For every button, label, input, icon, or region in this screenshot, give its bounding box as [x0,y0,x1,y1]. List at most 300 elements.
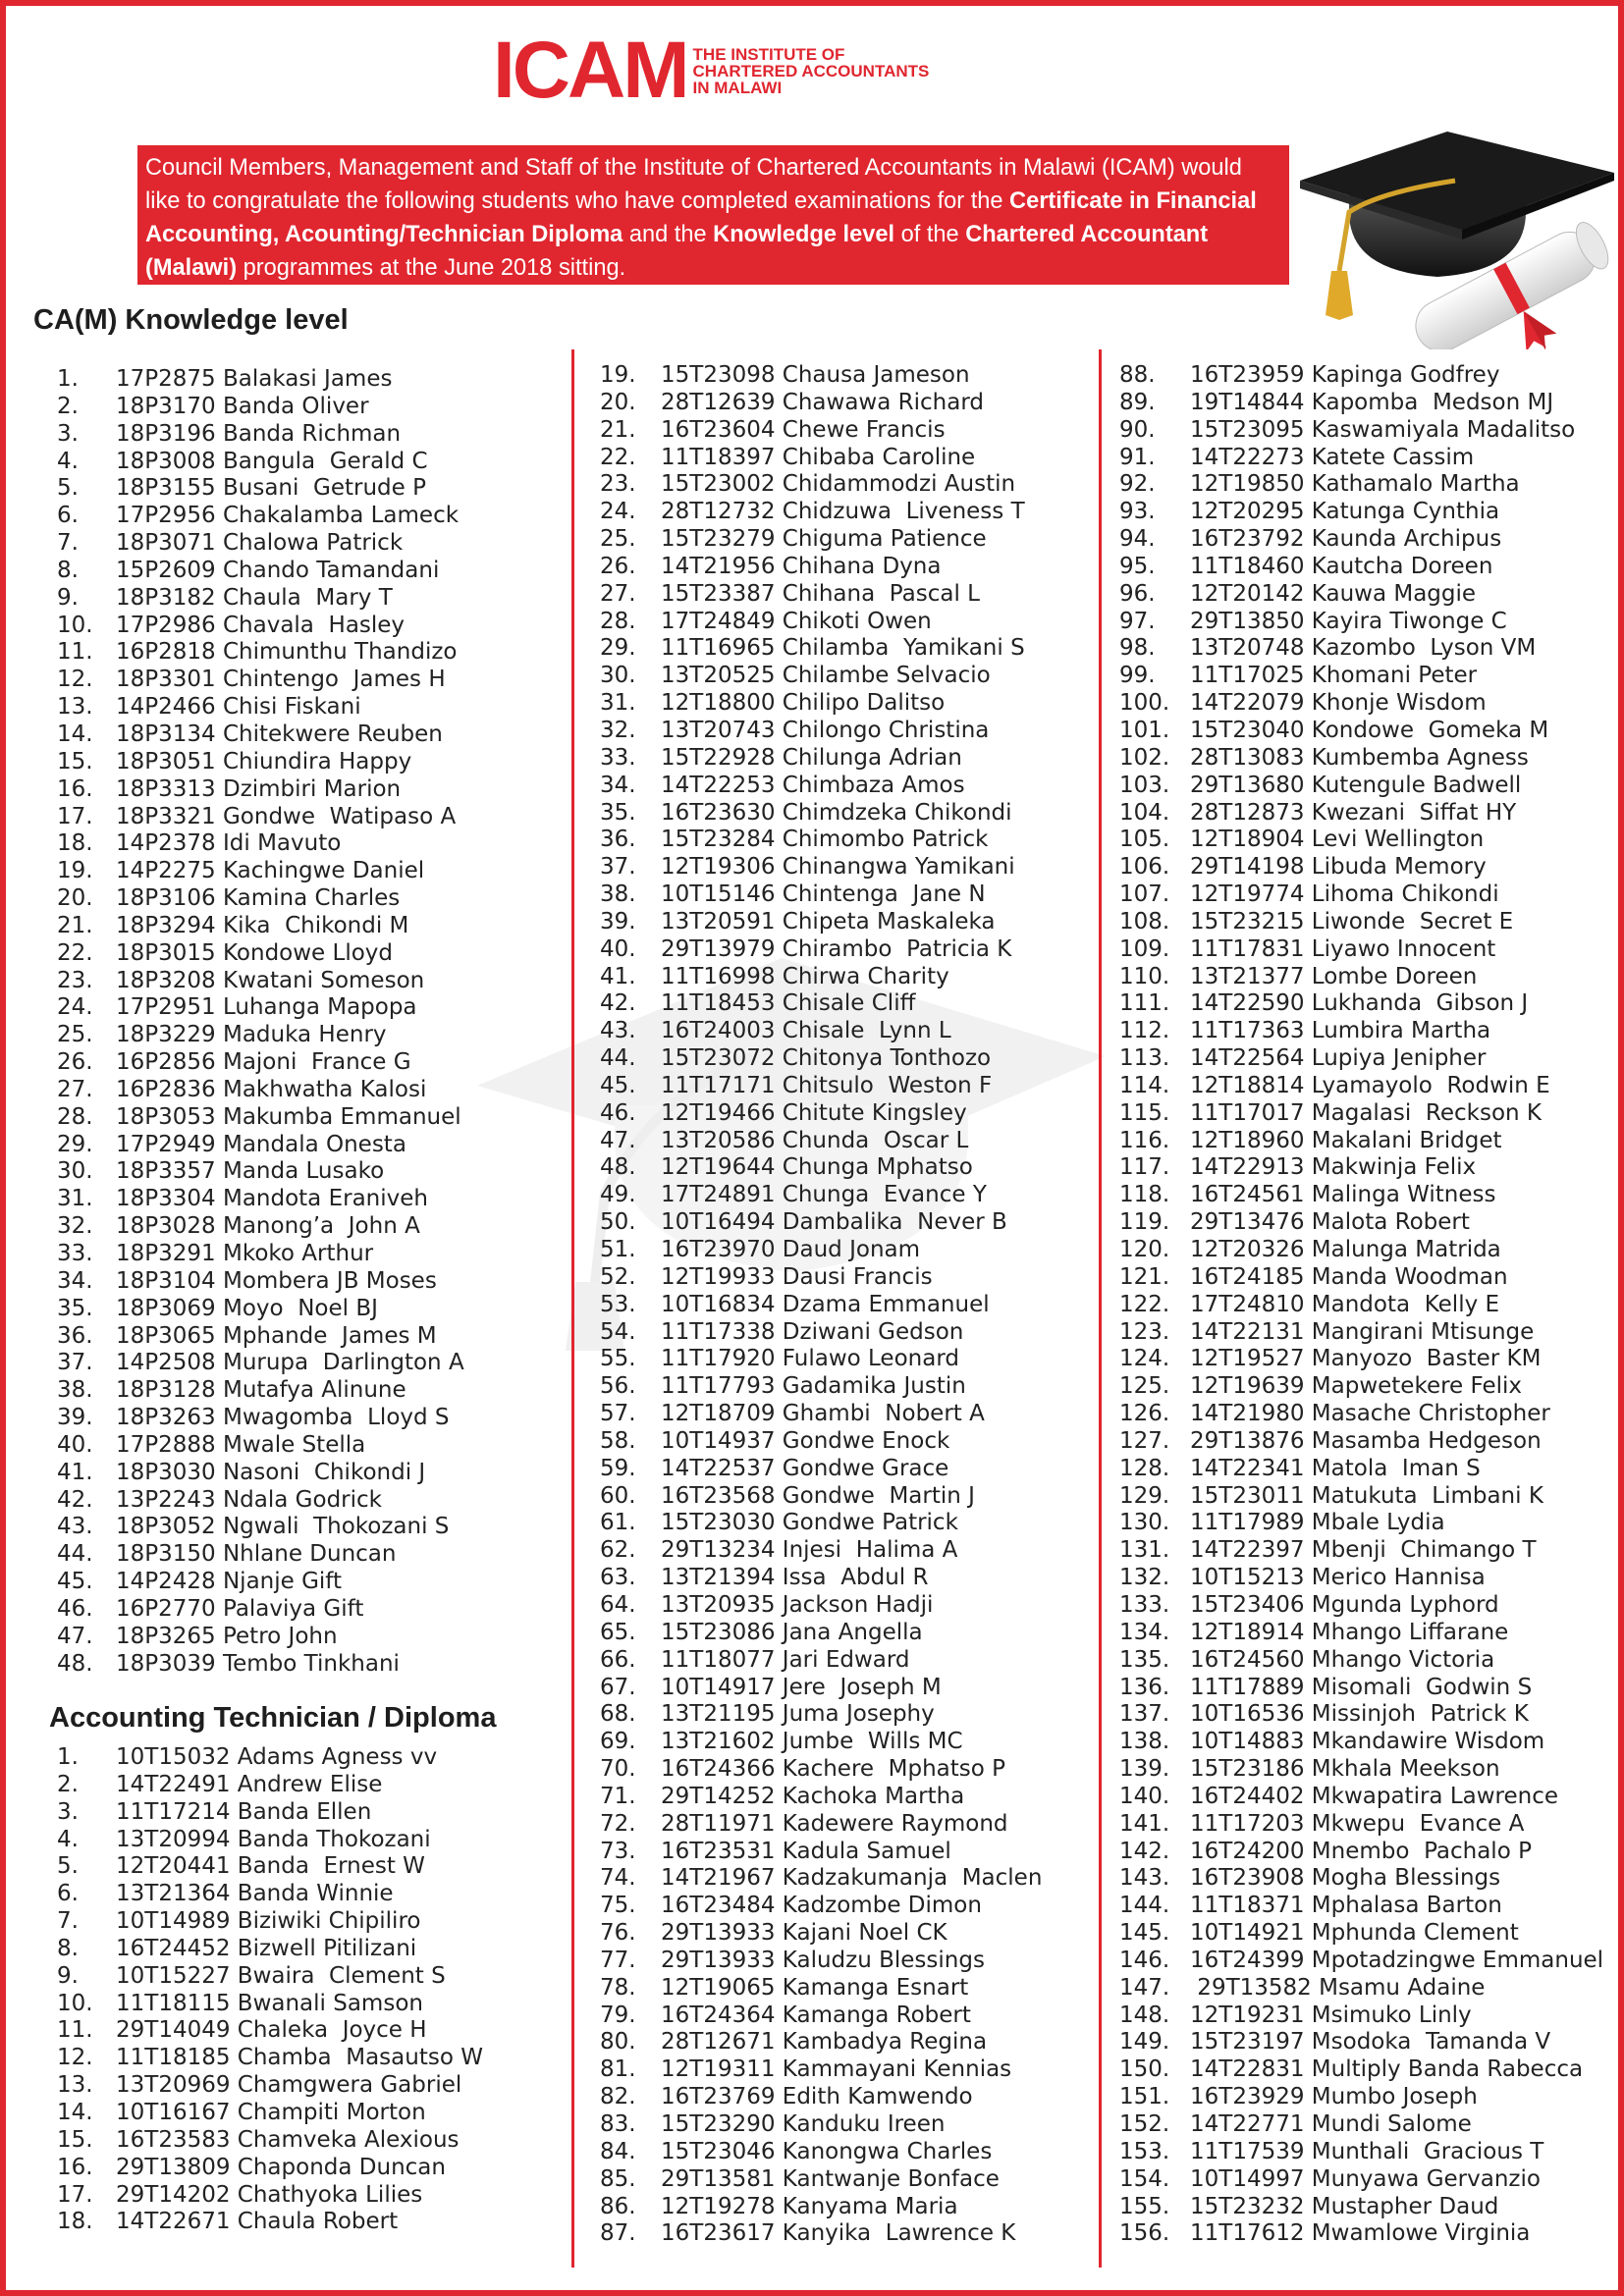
list-item-number: 147. [1119,1974,1170,2001]
list-item-text: 29T13476 Malota Robert [1190,1209,1470,1236]
list-item [1119,1073,1603,1100]
list-item-number: 135. [1119,1646,1170,1673]
list-item-number: 43. [600,1018,636,1044]
list-item-text: 14T22397 Mbenji Chimango T [1190,1537,1537,1564]
list-item-number: 129. [1119,1482,1170,1509]
list-item-number: 92. [1119,471,1156,498]
list-item-number: 12. [57,667,93,693]
list-item-number: 3. [57,1798,79,1825]
list-item-text: 18P3053 Makumba Emmanuel [116,1103,461,1130]
list-item-text: 11T17338 Dziwani Gedson [661,1318,964,1345]
list-item [1119,1401,1603,1428]
list-item-number: 47. [600,1127,636,1153]
list-item-number: 151. [1119,2084,1170,2110]
knowledge-list [57,366,464,1679]
list-item [57,1377,464,1405]
list-item [1119,1756,1603,1784]
list-item-text: 15T23387 Chihana Pascal L [661,580,980,607]
list-item-text: 15T23011 Matukuta Limbani K [1190,1482,1543,1509]
list-item [57,1541,464,1569]
congratulation-banner [137,145,1289,285]
list-item [600,1565,1042,1592]
list-item-number: 97. [1119,608,1156,634]
list-item-text: 18P3015 Kondowe Lloyd [116,939,393,966]
list-item-text: 16T24399 Mpotadzingwe Emmanuel [1190,1947,1604,1973]
list-item [57,1132,464,1159]
list-item-number: 35. [600,799,636,826]
list-item [1119,1018,1603,1045]
list-item [600,1537,1042,1565]
list-item-text: 18P3051 Chiundira Happy [116,748,412,774]
list-item-text: 16T24561 Malinga Witness [1190,1182,1496,1208]
list-item-text: 18P3150 Nhlane Duncan [116,1541,397,1568]
list-item [600,2084,1042,2111]
list-item-number: 68. [600,1701,636,1728]
list-item-text: 16T24003 Chisale Lynn L [661,1018,951,1044]
list-item-number: 49. [600,1182,636,1208]
list-item-text: 28T12732 Chidzuwa Liveness T [661,499,1025,525]
list-item [57,1772,483,1799]
list-item-number: 66. [600,1646,636,1673]
list-item [1119,854,1603,881]
list-item-number: 33. [600,744,636,771]
list-item-number: 41. [57,1459,93,1485]
list-item-text: 17P2949 Mandala Onesta [116,1131,406,1157]
list-item-number: 102. [1119,744,1170,771]
list-item-text: 17P2986 Chavala Hasley [116,612,406,638]
list-item [57,830,464,858]
list-item [57,1213,464,1241]
list-item [57,1991,483,2018]
list-item-number: 28. [600,608,636,634]
list-item-number: 40. [600,935,636,962]
list-item-number: 117. [1119,1154,1170,1181]
list-item [57,940,464,968]
list-item [57,1022,464,1049]
list-item [600,1839,1042,1866]
list-item-text: 29T13581 Kantwanje Bonface [661,2165,1000,2192]
list-item [57,1963,483,1991]
list-item-number: 9. [57,584,79,611]
list-item-text: 11T17539 Munthali Gracious T [1190,2138,1544,2164]
list-item-number: 40. [57,1431,93,1458]
list-item-number: 27. [57,1076,93,1102]
list-item [600,690,1042,718]
list-item-number: 100. [1119,690,1170,717]
list-item [57,1432,464,1460]
technician-diploma-title: Accounting Technician / Diploma [49,1702,497,1734]
list-item [57,1405,464,1432]
list-item-text: 14T22913 Makwinja Felix [1190,1154,1477,1181]
list-item-number: 53. [600,1291,636,1317]
list-item-text: 12T18800 Chilipo Dalitso [661,690,946,717]
list-item-text: 12T18709 Ghambi Nobert A [661,1401,985,1427]
list-item-number: 76. [600,1920,636,1947]
list-item-text: 15T23284 Chimombo Patrick [661,827,989,853]
list-item-number: 9. [57,1962,79,1989]
list-item-text: 15T23279 Chiguma Patience [661,526,987,553]
list-item [600,827,1042,854]
list-item-number: 115. [1119,1099,1170,1126]
list-item [57,994,464,1022]
list-item-text: 18P3208 Kwatani Someson [116,967,425,993]
list-item-number: 70. [600,1756,636,1783]
list-item-number: 42. [57,1486,93,1513]
list-item [600,362,1042,390]
list-item [57,366,464,394]
logo-mark: ICAM [493,26,687,115]
list-item-text: 11T17025 Khomani Peter [1190,663,1478,689]
list-item-number: 65. [600,1619,636,1645]
list-item [57,721,464,749]
list-item-text: 15P2609 Chando Tamandani [116,557,440,583]
list-item [600,800,1042,828]
list-item-text: 15T23095 Kaswamiyala Madalitso [1190,416,1576,443]
list-item-text: 15T23046 Kanongwa Charles [661,2138,993,2164]
list-item-text: 18P3106 Kamina Charles [116,885,401,912]
list-item-text: 18P3052 Ngwali Thokozani S [116,1514,450,1540]
list-item-text: 14T22564 Lupiya Jenipher [1190,1045,1487,1072]
list-item-number: 11. [57,2017,93,2044]
list-item [1119,1893,1603,1920]
list-item-number: 106. [1119,854,1170,881]
list-item-number: 152. [1119,2111,1170,2137]
list-item-text: 28T13083 Kumbemba Agness [1190,744,1529,771]
list-item-number: 58. [600,1427,636,1454]
list-item [57,421,464,449]
list-item-number: 111. [1119,990,1170,1017]
list-item-number: 74. [600,1865,636,1892]
list-item [57,1049,464,1077]
list-item [57,1908,483,1936]
list-item [600,1975,1042,2002]
list-item [600,1920,1042,1948]
list-item-number: 4. [57,448,79,474]
list-item [600,964,1042,991]
list-item [600,1319,1042,1347]
list-item [600,1073,1042,1100]
list-item-number: 43. [57,1514,93,1540]
list-item-text: 15T23072 Chitonya Tonthozo [661,1045,992,1072]
list-item [1119,1264,1603,1292]
list-item-text: 16T23792 Kaunda Archipus [1190,526,1502,553]
list-item-text: 14P2428 Njanje Gift [116,1569,343,1595]
list-item [57,1744,483,1772]
list-item-text: 12T20326 Malunga Matrida [1190,1237,1501,1262]
list-item [1119,2056,1603,2084]
list-item-number: 6. [57,503,79,529]
list-item [600,554,1042,581]
list-item-text: 16P2836 Makhwatha Kalosi [116,1076,427,1102]
list-item-text: 12T18960 Makalani Bridget [1190,1127,1502,1153]
list-item-number: 61. [600,1510,636,1536]
list-item-text: 10T15227 Bwaira Clement S [116,1962,446,1989]
list-item-number: 149. [1119,2029,1170,2056]
list-item [600,1237,1042,1264]
list-item-number: 5. [57,1853,79,1880]
list-item-text: 12T18904 Levi Wellington [1190,827,1485,853]
list-item [1119,1675,1603,1702]
list-item-number: 16. [57,775,93,802]
list-item [600,1756,1042,1784]
list-item-text: 16T23583 Chamveka Alexious [116,2126,460,2153]
list-item [57,1596,464,1624]
list-item-text: 18P3263 Mwagomba Lloyd S [116,1405,450,1431]
list-item-number: 57. [600,1401,636,1427]
list-item-number: 16. [57,2154,93,2180]
list-item [1119,1839,1603,1866]
list-item-number: 50. [600,1209,636,1236]
list-item-text: 18P3294 Kika Chikondi M [116,912,409,938]
list-item [600,2220,1042,2248]
list-item-number: 143. [1119,1865,1170,1892]
list-item [600,1428,1042,1456]
list-item-number: 83. [600,2111,636,2137]
list-item-number: 29. [600,635,636,662]
list-item-text: 18P3313 Dzimbiri Marion [116,775,402,802]
list-item [1119,2111,1603,2139]
list-item-text: 13T21377 Lombe Doreen [1190,963,1478,989]
list-item-text: 16T24200 Mnembo Pachalo P [1190,1838,1532,1864]
list-item [1119,1811,1603,1839]
list-item-text: 18P3182 Chaula Mary T [116,584,393,611]
list-item-number: 20. [57,885,93,912]
list-item [1119,2166,1603,2194]
list-item-number: 23. [57,967,93,993]
list-item-number: 155. [1119,2193,1170,2219]
list-item [1119,718,1603,745]
list-item-number: 130. [1119,1510,1170,1536]
list-item [600,773,1042,800]
list-item-text: 12T20295 Katunga Cynthia [1190,499,1500,525]
list-item-number: 51. [600,1237,636,1262]
list-item-number: 21. [600,416,636,443]
list-item-text: 14T22079 Khonje Wisdom [1190,690,1487,717]
list-item [1119,609,1603,636]
list-item [57,1460,464,1487]
list-item-number: 23. [600,471,636,498]
list-item-number: 154. [1119,2165,1170,2192]
list-item-number: 18. [57,830,93,857]
list-item-number: 123. [1119,1318,1170,1345]
list-item [57,558,464,585]
list-item-number: 39. [600,908,636,934]
list-item-text: 11T17214 Banda Ellen [116,1798,372,1825]
list-item-number: 1. [57,366,79,392]
list-item [1119,390,1603,417]
list-item-number: 125. [1119,1373,1170,1400]
list-item-text: 18P3155 Busani Getrude P [116,475,426,502]
list-item-text: 15T23040 Kondowe Gomeka M [1190,717,1549,743]
list-item-text: 28T11971 Kadewere Raymond [661,1810,1008,1837]
list-item-number: 108. [1119,908,1170,934]
list-item-number: 94. [1119,526,1156,553]
list-item [600,445,1042,472]
list-item-text: 18P3104 Mombera JB Moses [116,1267,437,1294]
list-item-text: 18P3196 Banda Richman [116,420,402,447]
list-item-text: 10T14937 Gondwe Enock [661,1427,950,1454]
list-item-text: 11T17889 Misomali Godwin S [1190,1674,1533,1700]
list-item [600,1620,1042,1647]
list-item [600,2166,1042,2194]
banner-text-4: programmes at the June 2018 sitting. [237,255,626,281]
list-item [600,1701,1042,1729]
column-divider-2 [1099,349,1102,2268]
list-item-number: 107. [1119,881,1170,908]
list-item [1119,2139,1603,2166]
list-item [57,1799,483,1827]
list-item [600,1948,1042,1975]
list-item [600,1292,1042,1319]
list-item-text: 10T16494 Dambalika Never B [661,1209,1007,1236]
list-item [1119,1237,1603,1264]
list-item-number: 44. [57,1541,93,1568]
list-item-number: 22. [57,939,93,966]
list-item-number: 59. [600,1455,636,1481]
list-item-text: 14T22131 Mangirani Mtisunge [1190,1318,1535,1345]
list-item-text: 14T22341 Matola Iman S [1190,1455,1481,1481]
list-item-number: 14. [57,721,93,747]
list-item-text: 29T13979 Chirambo Patricia K [661,935,1012,962]
list-item [1119,499,1603,526]
list-item-text: 16T23908 Mogha Blessings [1190,1865,1501,1892]
list-item [1119,745,1603,773]
list-item [600,881,1042,909]
list-item-number: 32. [57,1213,93,1240]
list-item-number: 122. [1119,1291,1170,1317]
list-item-number: 13. [57,694,93,721]
list-item [600,1264,1042,1292]
list-item [600,1154,1042,1182]
list-item [57,1268,464,1296]
list-item-number: 146. [1119,1947,1170,1973]
list-item-text: 18P3008 Bangula Gerald C [116,448,428,474]
list-item [57,613,464,640]
list-item-text: 18P3321 Gondwe Watipaso A [116,803,457,829]
list-item-number: 77. [600,1947,636,1973]
list-item-text: 15T23002 Chidammodzi Austin [661,471,1016,498]
list-item-number: 36. [57,1322,93,1349]
list-item-number: 34. [57,1267,93,1294]
list-item [600,1209,1042,1237]
list-item-number: 121. [1119,1263,1170,1290]
list-item-text: 13T20743 Chilongo Christina [661,717,990,743]
list-item [1119,1592,1603,1620]
list-item [600,609,1042,636]
list-item-text: 11T18460 Kautcha Doreen [1190,553,1493,579]
list-item-number: 137. [1119,1701,1170,1728]
list-item [57,1241,464,1268]
list-item-number: 98. [1119,635,1156,662]
list-item [1119,417,1603,445]
list-item [1119,1182,1603,1209]
list-item-number: 82. [600,2084,636,2110]
list-item [600,526,1042,554]
technician-list-col2 [600,362,1042,2248]
list-item [1119,663,1603,690]
list-item [1119,1920,1603,1948]
list-item-text: 11T18115 Bwanali Samson [116,1990,423,2016]
list-item-text: 12T18914 Mhango Liffarane [1190,1619,1509,1645]
list-item-number: 145. [1119,1920,1170,1947]
list-item-number: 132. [1119,1565,1170,1591]
list-item-number: 153. [1119,2138,1170,2164]
list-item [57,1104,464,1132]
list-item [1119,635,1603,663]
list-item [1119,554,1603,581]
list-item-text: 14T22537 Gondwe Grace [661,1455,949,1481]
list-item-number: 32. [600,717,636,743]
list-item-number: 86. [600,2193,636,2219]
list-item-text: 13T20525 Chilambe Selvacio [661,663,991,689]
list-item-number: 24. [57,994,93,1021]
list-item [57,667,464,694]
list-item-number: 7. [57,1908,79,1935]
list-item-number: 2. [57,393,79,419]
list-item-text: 15T23232 Mustapher Daud [1190,2193,1499,2219]
list-item-text: 18P3039 Tembo Tinkhani [116,1650,400,1677]
list-item [1119,1154,1603,1182]
list-item-number: 25. [57,1022,93,1048]
list-item [1119,1100,1603,1128]
list-item [600,745,1042,773]
list-item-number: 71. [600,1783,636,1809]
list-item-number: 64. [600,1591,636,1618]
list-item [57,1158,464,1186]
list-item-text: 29T13680 Kutengule Badwell [1190,772,1522,798]
list-item [1119,1620,1603,1647]
list-item-text: 29T13933 Kaludzu Blessings [661,1947,985,1973]
list-item-number: 88. [1119,362,1156,388]
list-item-number: 110. [1119,963,1170,989]
list-item-text: 18P3028 Manong’a John A [116,1213,420,1240]
list-item-number: 38. [57,1377,93,1404]
list-item-text: 29T13876 Masamba Hedgeson [1190,1427,1542,1454]
list-item-number: 84. [600,2138,636,2164]
list-item-number: 45. [57,1569,93,1595]
list-item [57,1651,464,1679]
list-item-text: 12T18814 Lyamayolo Rodwin E [1190,1072,1550,1098]
list-item-text: 14T22831 Multiply Banda Rabecca [1190,2056,1584,2083]
list-item-number: 133. [1119,1591,1170,1618]
list-item-number: 142. [1119,1838,1170,1864]
list-item [57,1514,464,1541]
list-item [57,1881,483,1908]
list-item-text: 16P2770 Palaviya Gift [116,1595,364,1622]
list-item [600,909,1042,936]
list-item [57,530,464,558]
column-divider-1 [571,349,574,2268]
list-item-text: 12T19278 Kanyama Maria [661,2193,958,2219]
list-item-text: 12T19466 Chitute Kingsley [661,1099,967,1126]
list-item [600,635,1042,663]
list-item-text: 12T19311 Kammayani Kennias [661,2056,1012,2083]
list-item-number: 7. [57,530,79,557]
list-item-text: 10T16834 Dzama Emmanuel [661,1291,990,1317]
list-item [600,1729,1042,1756]
list-item-text: 17T24810 Mandota Kelly E [1190,1291,1500,1317]
list-item-text: 10T14997 Munyawa Gervanzio [1190,2165,1541,2192]
list-item-text: 10T14883 Mkandawire Wisdom [1190,1729,1545,1755]
list-item-number: 109. [1119,935,1170,962]
list-item [57,804,464,831]
list-item-number: 8. [57,557,79,583]
list-item-text: 16T23970 Daud Jonam [661,1237,921,1262]
list-item-text: 15T23406 Mgunda Lyphord [1190,1591,1499,1618]
list-item-text: 28T12639 Chawawa Richard [661,389,984,415]
list-item-text: 12T20142 Kauwa Maggie [1190,580,1477,607]
list-item-text: 12T19774 Lihoma Chikondi [1190,881,1499,908]
